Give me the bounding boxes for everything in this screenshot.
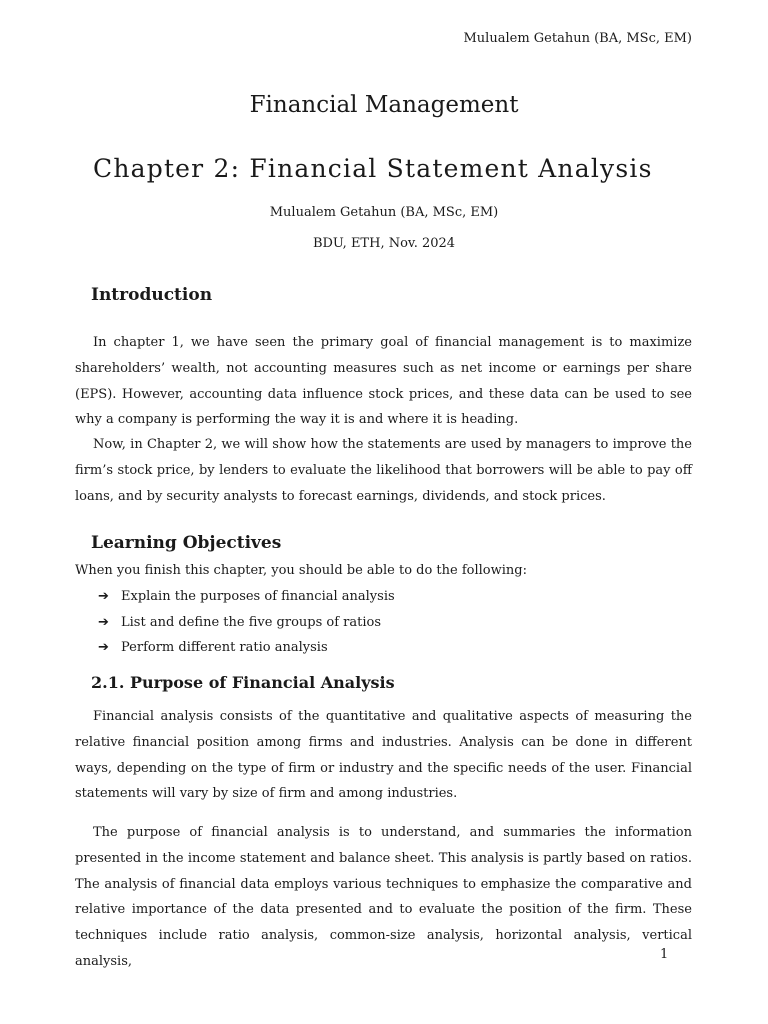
introduction-paragraph-1: In chapter 1, we have seen the primary goal of financial management is to maximize shareholders’ wealth, not accounting measures such as net income or earnings per share (EPS). However, accounting data influence stock prices, and these data can be used to see why a company is performing the way it is and where it is heading. — [75, 335, 692, 428]
course-title: Financial Management — [249, 92, 519, 118]
chapter-title: Chapter 2: Financial Statement Analysis — [93, 154, 653, 183]
institution-date-line: BDU, ETH, Nov. 2024 — [312, 236, 456, 251]
author-line: Mulualem Getahun (BA, MSc, EM) — [269, 205, 499, 220]
introduction-heading: Introduction — [91, 285, 213, 305]
list-item-text: Explain the purposes of financial analysis — [121, 589, 395, 604]
list-item — [98, 635, 395, 661]
section-2-1-paragraph-1: Financial analysis consists of the quantitative and qualitative aspects of measuring the relative financial position among firms and industries. Analysis can be done in different ways, depending on the type of firm or industry and the specific needs of the user. Financial statements will vary by size of firm and among industries. — [75, 709, 692, 802]
learning-objectives-list — [98, 584, 395, 661]
arrow-right-icon: ➔ — [98, 614, 109, 630]
list-item — [98, 584, 395, 610]
learning-objectives-lead: When you finish this chapter, you should be able to do the following: — [75, 563, 527, 578]
list-item — [98, 610, 395, 636]
list-item-text: Perform different ratio analysis — [121, 640, 328, 655]
running-header-author: Mulualem Getahun (BA, MSc, EM) — [463, 31, 692, 46]
page-number: 1 — [660, 947, 669, 962]
list-item-text: List and define the five groups of ratios — [121, 614, 382, 630]
section-2-1-paragraph-2: The purpose of financial analysis is to understand, and summaries the information presented in the income statement and balance sheet. This analysis is partly based on ratios. The analysis of financial data employs various techniques to emphasize the comparative and relative importance of the data presented and to evaluate the position of the firm. These techniques include ratio analysis, common-size analysis, horizontal analysis, vertical analysis, — [75, 825, 692, 969]
section-2-1-heading: 2.1. Purpose of Financial Analysis — [91, 673, 395, 692]
arrow-right-icon: ➔ — [98, 589, 109, 604]
learning-objectives-heading: Learning Objectives — [91, 533, 282, 553]
arrow-right-icon: ➔ — [98, 640, 109, 655]
introduction-paragraph-2: Now, in Chapter 2, we will show how the statements are used by managers to improve the firm’s stock price, by lenders to evaluate the likelihood that borrowers will be able to pay off loans, and by security analysts to forecast earnings, dividends, and stock prices. — [75, 437, 692, 504]
